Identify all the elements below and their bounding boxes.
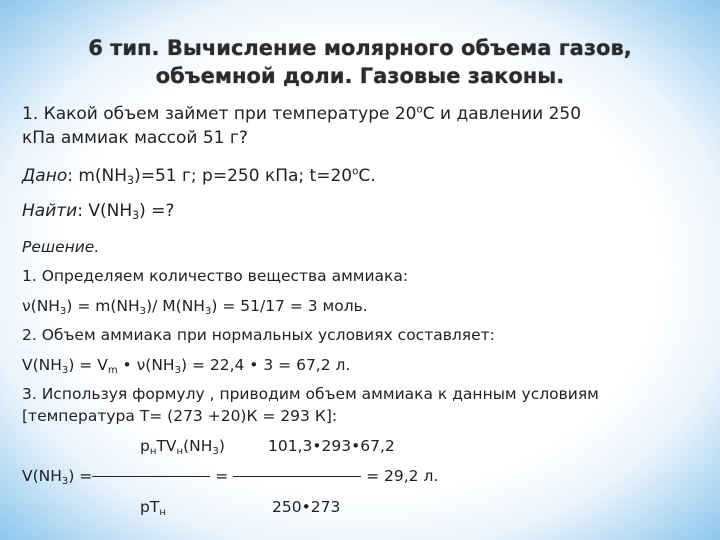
formula-denominator-values: 250•273 (272, 498, 341, 516)
solution-step-1: 1. Определяем количество вещества аммиака: (22, 267, 409, 285)
problem-line-1: 1. Какой объем займет при температуре $20^оС$ и давлении 250 (22, 104, 582, 124)
slide-title (60, 34, 660, 90)
formula-denominator: $pT_н$ (140, 498, 166, 518)
find-label: Найти (22, 201, 78, 221)
fraction-bar-1 (92, 476, 210, 477)
formula-numerator: $p_нTV_н(NH_3)$ (140, 437, 225, 457)
formula-numerator-values: 101,3•293•67,2 (268, 437, 395, 455)
solution-step-3-conditions: [температура Т= (273 +20)К = 293 К]: (22, 407, 338, 425)
title-line-1: 6 тип. Вычисление молярного объема газов, (88, 36, 632, 60)
equation-amount: $\nu(NH_3) = m(NH_3)/$ $M(NH_3) = 51/17 = 3$ моль. (22, 297, 368, 317)
given-label: Дано (22, 166, 68, 186)
formula-main-line: $V(NH_3)$ = = = 29,2 л. (22, 467, 439, 487)
problem-line-2: кПа аммиак массой 51 г? (22, 128, 248, 148)
find-line: Найти: $V(NH_3)$ =? (22, 201, 175, 222)
equation-volume: $V(NH_3) = V_m$ • $\nu(NH_3) = 22,4$ • 3 = 67,2 л. (22, 356, 351, 376)
solution-step-2: 2. Объем аммиака при нормальных условиях составляет: (22, 326, 495, 344)
solution-step-3: 3. Используя формулу , приводим объем аммиака к данным условиям (22, 385, 599, 403)
fraction-bar-2 (233, 476, 361, 477)
title-line-2: объемной доли. Газовые законы. (155, 64, 565, 88)
solution-heading: Решение. (22, 238, 100, 256)
given-line: Дано: $m(NH_3)=51$ г; p=250 кПа; $t=20^оС$. (22, 166, 376, 187)
